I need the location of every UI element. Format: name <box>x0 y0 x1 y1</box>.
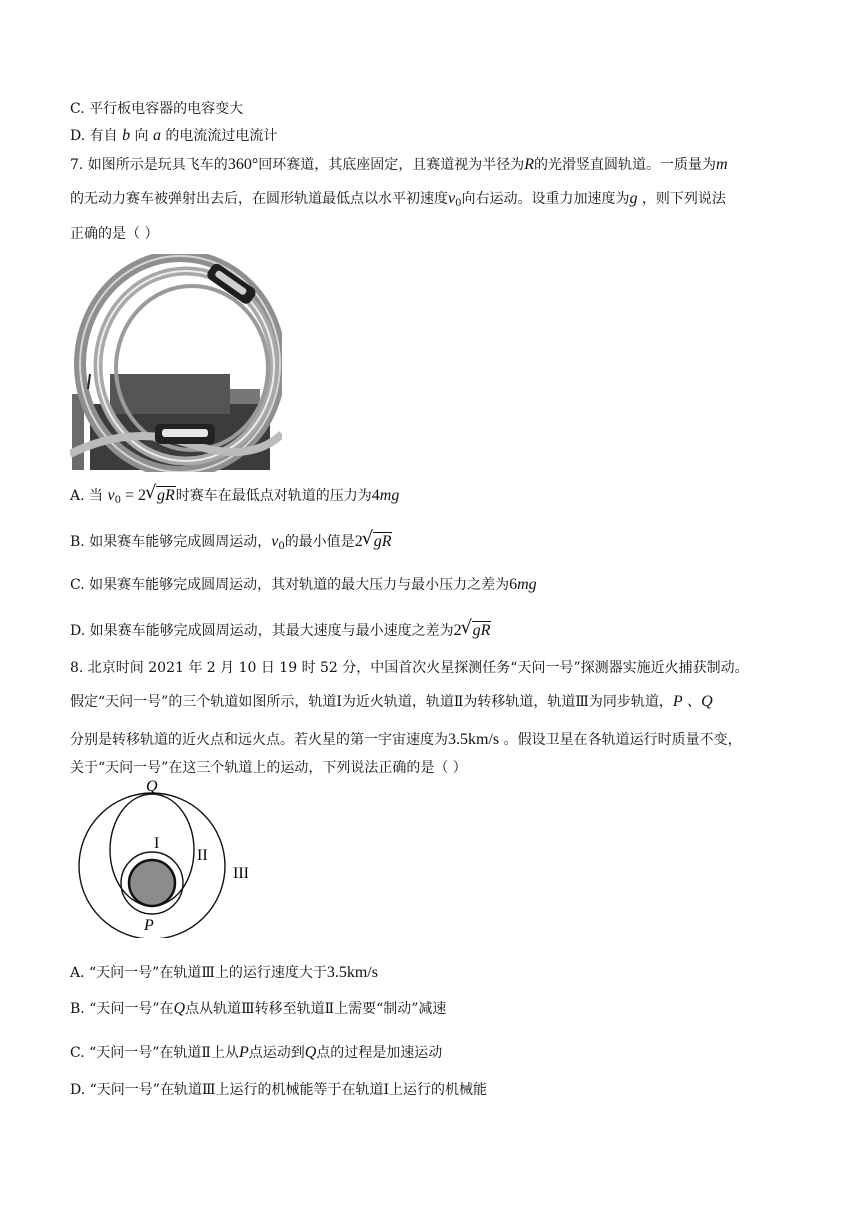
q6-opt-d-b: b <box>122 127 131 144</box>
q7-l2-g: g <box>629 190 638 207</box>
q7-stem-line2 <box>70 189 726 214</box>
orbit-diagram <box>68 778 268 938</box>
label-III: III <box>233 865 249 882</box>
q7-a-sub: 0 <box>114 495 121 506</box>
q6-opt-d-c: 向 <box>130 128 153 144</box>
q8-l3-a: 分别是转移轨道的近火点和远火点。若火星的第一宇宙速度为 <box>70 732 448 748</box>
q8-b-Q: Q <box>173 1000 186 1017</box>
label-I: I <box>154 835 160 852</box>
q7-b-val: 2 <box>354 533 363 550</box>
q8-option-a <box>70 963 378 983</box>
q7-l2-sub: 0 <box>455 198 462 209</box>
q8-option-d <box>70 1080 487 1100</box>
q8-stem-line1 <box>70 658 749 678</box>
q7-l2-v: v <box>448 190 456 207</box>
q7-b-v: v <box>271 533 279 550</box>
q7-l1-m: m <box>716 156 728 173</box>
q8-l2-a: 假定“天问一号”的三个轨道如图所示，轨道Ⅰ为近火轨道，轨道Ⅱ为转移轨道，轨道Ⅲ为同步轨道， <box>70 694 673 710</box>
q7-c-a: C. 如果赛车能够完成圆周运动，其对轨道的最大压力与最小压力之差为 <box>70 577 510 593</box>
q7-a-a: A. 当 <box>70 488 104 504</box>
q8-c-P: P <box>238 1044 249 1061</box>
q7-d-a: D. 如果赛车能够完成圆周运动，其最大速度与最小速度之差为 <box>70 623 454 639</box>
q7-l1-angle: 360° <box>227 156 259 173</box>
q7-a-b: 时赛车在最低点对轨道的压力为 <box>175 488 372 504</box>
q6-option-c <box>70 99 243 119</box>
q7-option-d <box>70 621 491 641</box>
q7-c-unit: mg <box>517 576 537 593</box>
q8-l2-P: P <box>672 693 683 710</box>
q6-opt-d-a: D. 有自 <box>70 128 123 144</box>
q7-l1-b: 回环赛道，其底座固定，且赛道视为半径为 <box>258 157 525 173</box>
q6-opt-d-e: 的电流流过电流计 <box>160 128 278 144</box>
q7-d-rad: gR <box>472 622 491 639</box>
q8-stem-line2 <box>70 692 713 712</box>
q6-opt-d-d: a <box>152 127 161 144</box>
q8-c-c: 点的过程是加速运动 <box>316 1045 443 1061</box>
q8-a-val: 3.5km/s <box>326 964 378 981</box>
q7-option-a <box>70 486 399 511</box>
sqrt-symbol <box>147 486 176 506</box>
q7-b-b: 的最小值是 <box>284 534 355 550</box>
q6-option-d <box>70 126 277 146</box>
q7-l2-b: 向右运动。设重力加速度为 <box>461 191 630 207</box>
q7-d-val: 2 <box>453 622 462 639</box>
q7-b-rad: gR <box>373 533 392 550</box>
q7-l1-a: 7. 如图所示是玩具飞车的 <box>70 157 228 173</box>
q7-l3: 正确的是（ ） <box>70 226 159 242</box>
q7-option-b <box>70 532 392 557</box>
mars-planet <box>129 860 175 906</box>
q6-option-c-text: C. 平行板电容器的电容变大 <box>70 101 244 117</box>
q8-a-a: A. “天问一号”在轨道Ⅲ上的运行速度大于 <box>70 965 327 981</box>
q7-l2-a: 的无动力赛车被弹射出去后，在圆形轨道最低点以水平初速度 <box>70 191 448 207</box>
q8-option-c <box>70 1043 442 1063</box>
q7-a-val: 4 <box>371 487 380 504</box>
q8-c-Q: Q <box>304 1044 317 1061</box>
q8-c-b: 点运动到 <box>248 1045 305 1061</box>
q8-l1: 8. 北京时间 2021 年 2 月 10 日 19 时 52 分，中国首次火星探测任务“天问一号”探测器实施近火捕获制动。 <box>70 660 749 676</box>
q7-c-val: 6 <box>509 576 518 593</box>
q7-a-unit: mg <box>379 487 400 504</box>
sqrt-symbol <box>364 532 393 552</box>
q8-stem-line4 <box>70 758 467 778</box>
label-Q: Q <box>146 778 158 795</box>
q8-c-a: C. “天问一号”在轨道Ⅱ上从 <box>70 1045 239 1061</box>
q7-a-rad: gR <box>156 487 175 504</box>
q7-l2-c: ，则下列说法 <box>637 191 726 207</box>
q8-l2-Q: Q <box>701 693 713 710</box>
q8-l3-val: 3.5km/s <box>448 731 500 748</box>
q7-l1-c: 的光滑竖直圆轨道。一质量为 <box>534 157 716 173</box>
q8-b-b: 点从轨道Ⅲ转移至轨道Ⅱ上需要“制动”减速 <box>185 1001 447 1017</box>
label-II: II <box>197 847 208 864</box>
label-P: P <box>144 917 154 934</box>
q7-b-sub: 0 <box>278 541 285 552</box>
sqrt-symbol <box>463 621 492 641</box>
loop-track-photo <box>70 254 282 472</box>
q8-stem-line3 <box>70 730 742 750</box>
q8-d: D. “天问一号”在轨道Ⅲ上运行的机械能等于在轨道Ⅰ上运行的机械能 <box>70 1082 487 1098</box>
q8-option-b <box>70 999 446 1019</box>
q8-l2-sep: 、 <box>682 694 702 710</box>
q8-l4: 关于“天问一号”在这三个轨道上的运动，下列说法正确的是（ ） <box>70 760 467 776</box>
q7-option-c <box>70 575 537 595</box>
q7-stem-line1 <box>70 155 728 175</box>
q7-a-eq: = 2 <box>120 487 146 504</box>
q7-l1-R: R <box>524 156 534 173</box>
q8-b-a: B. “天问一号”在 <box>70 1001 174 1017</box>
q7-a-v: v <box>107 487 115 504</box>
q7-stem-line3 <box>70 224 158 244</box>
q8-l3-b: 。假设卫星在各轨道运行时质量不变， <box>499 732 742 748</box>
q7-b-a: B. 如果赛车能够完成圆周运动， <box>70 534 272 550</box>
